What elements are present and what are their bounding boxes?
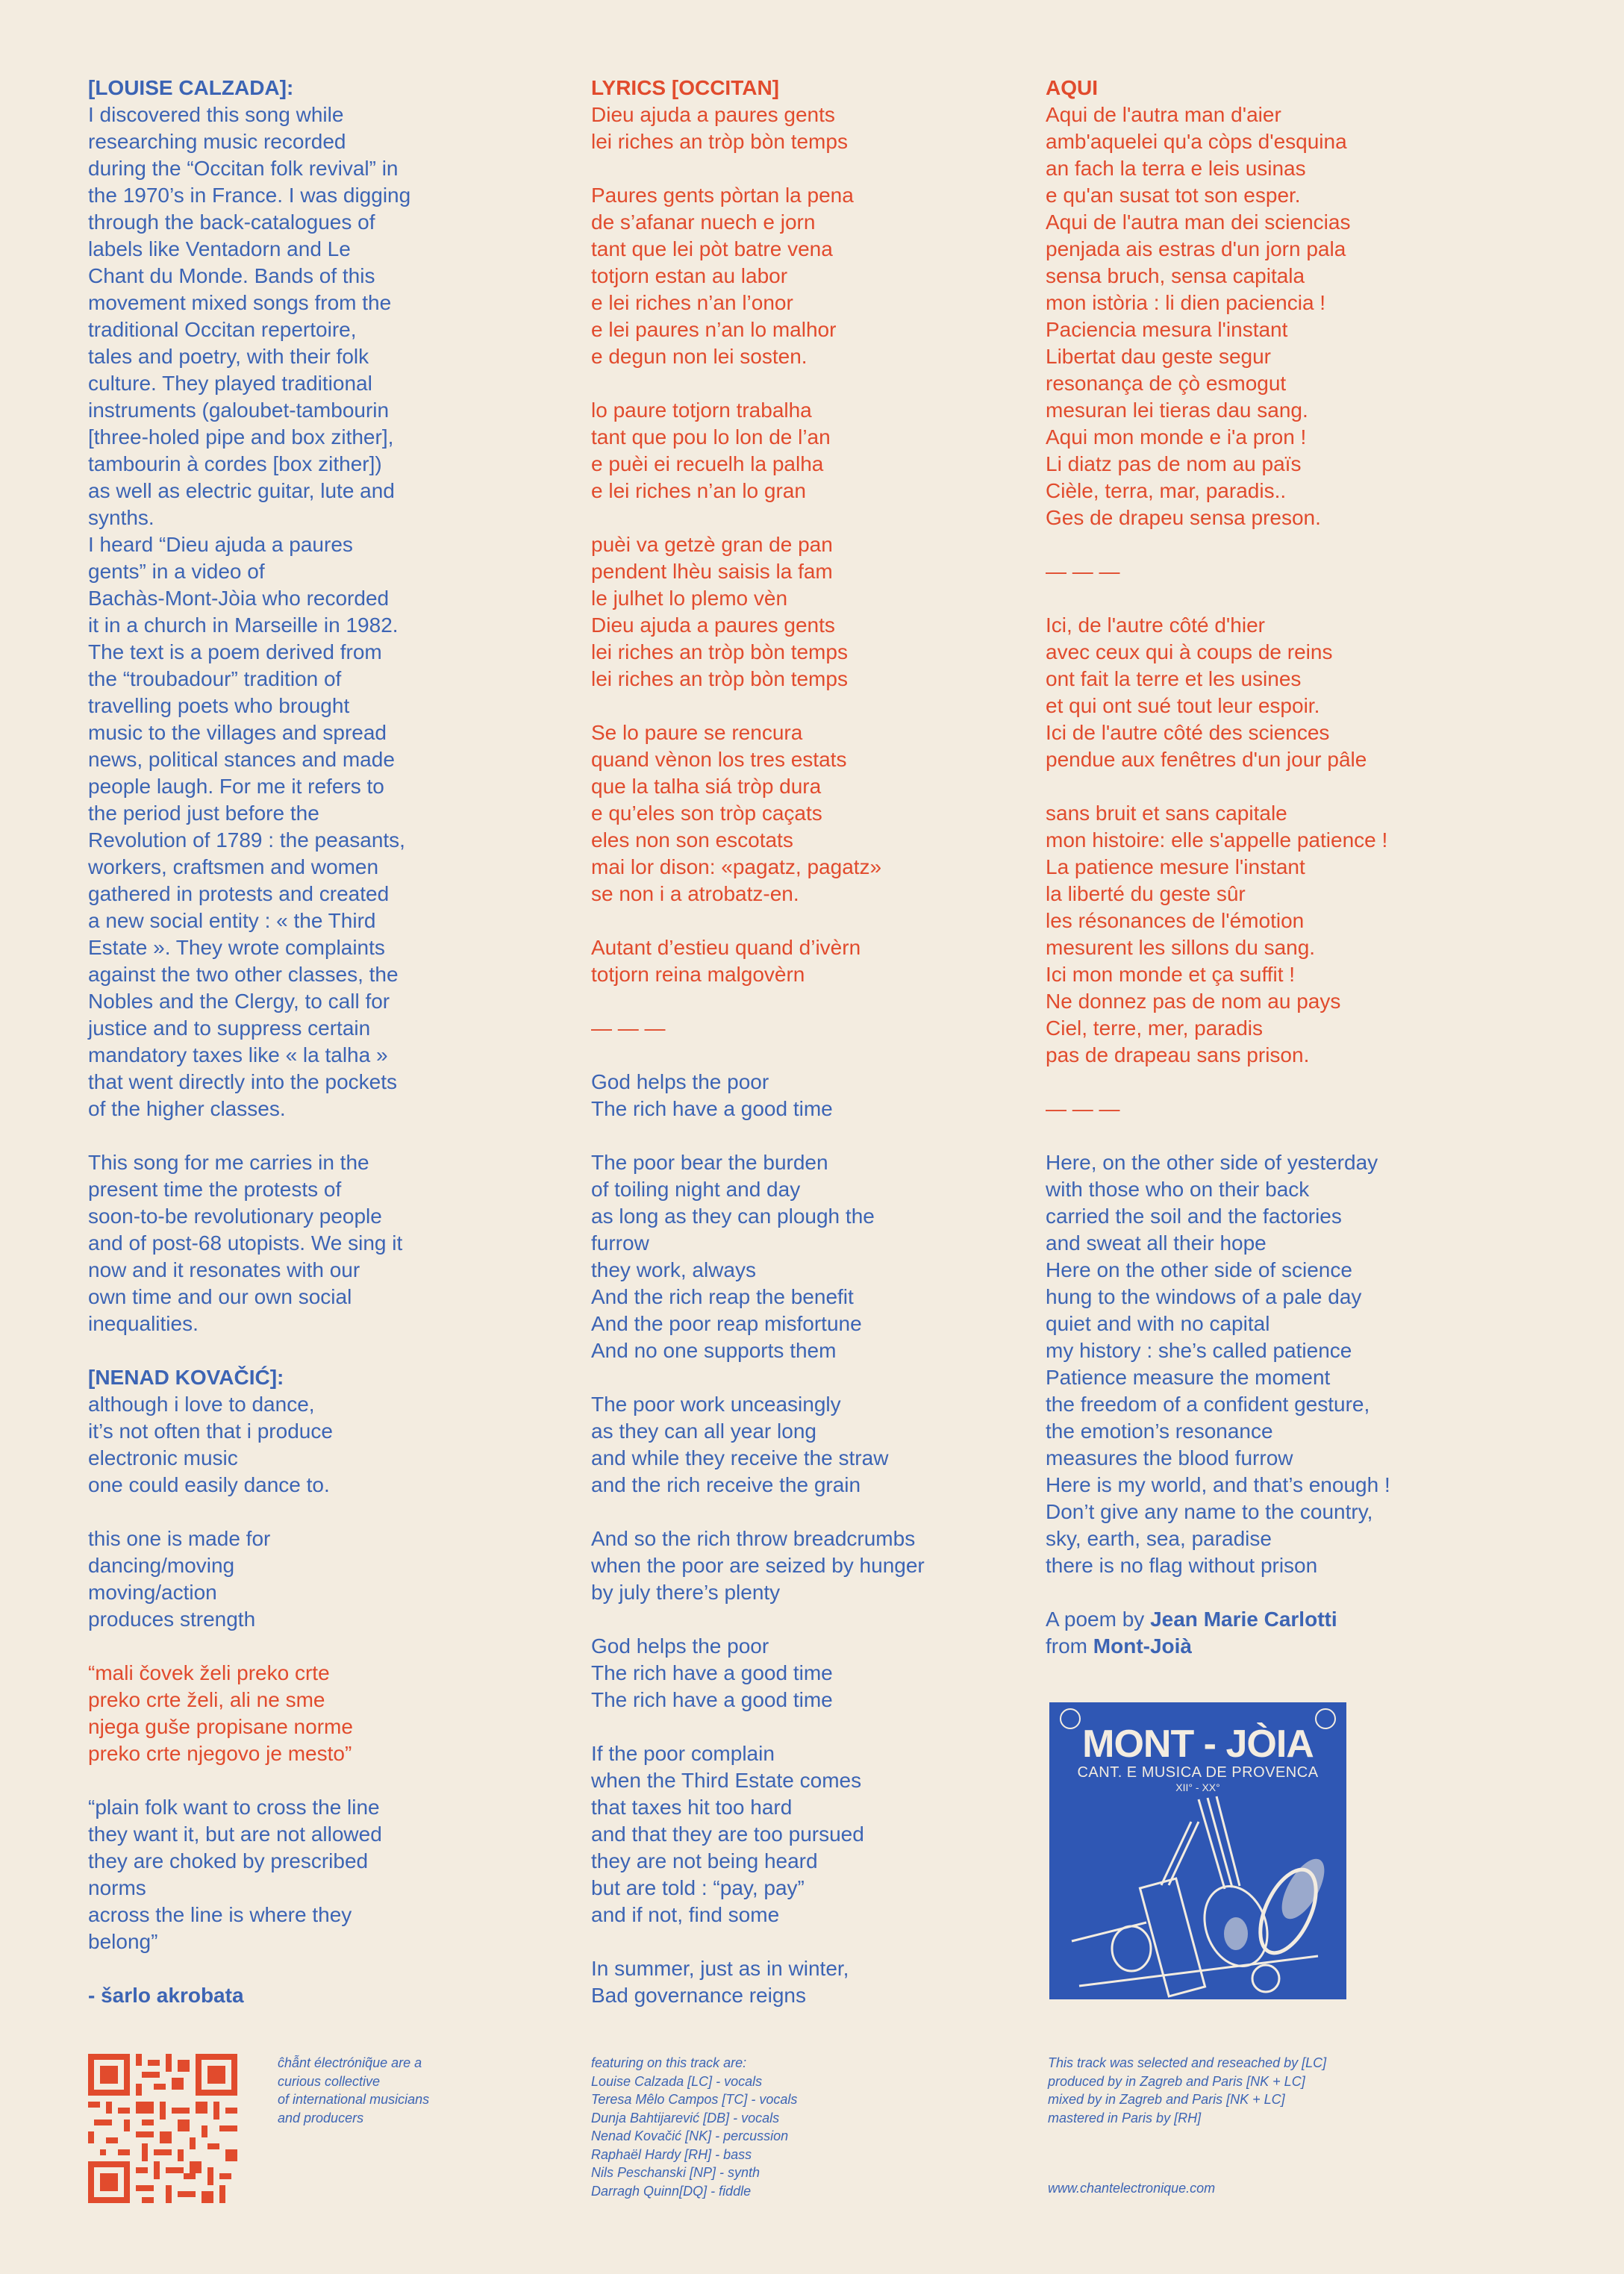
album-title: MONT - JÒIA xyxy=(1082,1722,1314,1766)
featuring-credits: featuring on this track are: Louise Calzada [LC] - vocals Teresa Mêlo Campos [TC] - vocals Dunja Bahtijarević [DB] - vocals Nenad Kovačić [NK] - percussion Raphaël Hardy [RH] - bass Nils Peschanski [NP] - synth Darragh Quinn[DQ] - fiddle xyxy=(591,2055,798,2199)
collective-description: ĉhẫnt électróniq̃ue are a curious collective of international musicians and producers xyxy=(278,2055,430,2125)
instruments-illustration xyxy=(1049,1792,1346,1999)
statement-column xyxy=(88,75,439,2009)
poem-source: Mont-Joià xyxy=(1093,1634,1192,1658)
lyrics-stanza: Autant d’estieu quand d’ivèrn totjorn reina malgovèrn xyxy=(591,936,861,986)
quote-original: “mali čovek želi preko crte preko crte želi, ali ne sme njega guše propisane norme preko crte njegovo je mesto” xyxy=(88,1661,353,1765)
poem-source-prefix: from xyxy=(1046,1634,1093,1658)
translation-stanza: God helps the poor The rich have a good time The rich have a good time xyxy=(591,1634,833,1711)
translation-stanza: And so the rich throw breadcrumbs when the poor are seized by hunger by july there’s plenty xyxy=(591,1527,925,1604)
poem-credit xyxy=(1046,1606,1449,1633)
section-heading-louise: [LOUISE CALZADA]: xyxy=(88,76,294,99)
lyrics-stanza: puèi va getzè gran de pan pendent lhèu saisis la fam le julhet lo plemo vèn Dieu ajuda a paures gents lei riches an tròp bòn temps lei riches an tròp bòn temps xyxy=(591,533,848,690)
quote-attribution: - šarlo akrobata xyxy=(88,1984,244,2007)
lyrics-stanza: Se lo paure se rencura quand vènon los tres estats que la talha siá tròp dura e qu’eles son tròp caçats eles non son escotats mai lor dison: «pagatz, pagatz» se non i a atrobatz-en. xyxy=(591,721,882,905)
poem-french-1: Ici, de l'autre côté d'hier avec ceux qui à coups de reins ont fait la terre et les usines et qui ont sué tout leur espoir. Ici de l'autre côté des sciences pendue aux fenêtres d'un jour pâle xyxy=(1046,613,1367,771)
website-link[interactable]: www.chantelectronique.com xyxy=(1048,2181,1216,2196)
nenad-statement: although i love to dance, it’s not often that i produce electronic music one could easily dance to. xyxy=(88,1393,333,1496)
divider: — — — xyxy=(591,1016,666,1040)
translation-stanza: The poor work unceasingly as they can all year long and while they receive the straw and the rich receive the grain xyxy=(591,1393,889,1496)
qr-code[interactable] xyxy=(88,2054,237,2203)
lyrics-stanza: Dieu ajuda a paures gents lei riches an tròp bòn temps xyxy=(591,103,848,153)
poem-source-line xyxy=(1046,1633,1449,1660)
album-subtitle: CANT. E MUSICA DE PROVENCA xyxy=(1077,1764,1319,1781)
translation-stanza: God helps the poor The rich have a good time xyxy=(591,1070,833,1120)
album-cover xyxy=(1049,1702,1346,1999)
louise-statement: I discovered this song while researching music recorded during the “Occitan folk revival” in the 1970’s in France. I was digging through the back-catalogues of labels like Ventadorn and Le Chant du Monde. Bands of this movement mixed songs from the traditional Occitan repertoire, tales and poetry, with their folk culture. They played traditional instruments (galoubet-tambourin [three-holed pipe and box zither], tambourin à cordes [box zither]) as well as electric guitar, lute and synths. I heard “Dieu ajuda a paures gents” in a video of Bachàs-Mont-Jòia who recorded it in a church in Marseille in 1982. The text is a poem derived from the “troubadour” tradition of travelling poets who brought music to the villages and spread news, political stances and made people laugh. For me it refers to the period just before the Revolution of 1789 : the peasants, workers, craftsmen and women gathered in protests and created a new social entity : « the Third Estate ». They wrote complaints against the two other classes, the Nobles and the Clergy, to call for justice and to suppress certain mandatory taxes like « la talha » that went directly into the pockets of the higher classes. xyxy=(88,103,411,1120)
translation-stanza: In summer, just as in winter, Bad governance reigns xyxy=(591,1957,849,2007)
translation-stanza: If the poor complain when the Third Estate comes that taxes hit too hard and that they are too pursued they are not being heard but are told : “pay, pay” and if not, find some xyxy=(591,1742,864,1926)
lyrics-heading: LYRICS [OCCITAN] xyxy=(591,76,779,99)
nenad-statement-2: this one is made for dancing/moving moving/action produces strength xyxy=(88,1527,271,1631)
poem-author: Jean Marie Carlotti xyxy=(1150,1608,1337,1631)
lyrics-column xyxy=(591,75,942,2009)
translation-stanza: The poor bear the burden of toiling night and day as long as they can plough the furrow they work, always And the rich reap the benefit And the poor reap misfortune And no one supports them xyxy=(591,1151,875,1362)
divider: — — — xyxy=(1046,1097,1120,1120)
louise-statement-closing: This song for me carries in the present time the protests of soon-to-be revolutionary people and of post-68 utopists. We sing it now and it resonates with our own time and our own social inequalities. xyxy=(88,1151,403,1335)
lyrics-stanza: Paures gents pòrtan la pena de s’afanar nuech e jorn tant que lei pòt batre vena totjorn estan au labor e lei riches n’an l’onor e lei paures n’an lo malhor e degun non lei sosten. xyxy=(591,184,854,368)
lyrics-stanza: lo paure totjorn trabalha tant que pou lo lon de l’an e puèi ei recuelh la palha e lei riches n’an lo gran xyxy=(591,399,831,502)
poem-occitan: Aqui de l'autra man d'aier amb'aquelei qu'a còps d'esquina an fach la terra e leis usinas e qu'an susat tot son esper. Aqui de l'autra man dei sciencias penjada ais estras d'un jorn pala sensa bruch, sensa capitala mon istòria : li dien paciencia ! Paciencia mesura l'instant Libertat dau geste segur resonança de çò esmogut mesuran lei tieras dau sang. Aqui mon monde e i'a pron ! Li diatz pas de nom au païs Cièle, terra, mar, paradis.. Ges de drapeu sensa preson. xyxy=(1046,103,1351,529)
divider: — — — xyxy=(1046,560,1120,583)
production-credits: This track was selected and reseached by [LC] produced by in Zagreb and Paris [NK + LC] mixed by in Zagreb and Paris [NK + LC] mastered in Paris by [RH] xyxy=(1048,2055,1327,2125)
poem-credit-prefix: A poem by xyxy=(1046,1608,1151,1631)
section-heading-nenad: [NENAD KOVAČIĆ]: xyxy=(88,1366,284,1389)
poem-heading: AQUI xyxy=(1046,76,1098,99)
poem-english: Here, on the other side of yesterday with those who on their back carried the soil and the factories and sweat all their hope Here on the other side of science hung to the windows of a pale day quiet and with no capital my history : she’s called patience Patience measure the moment the freedom of a confident gesture, the emotion’s resonance measures the blood furrow Here is my world, and that’s enough ! Don’t give any name to the country, sky, earth, sea, paradise there is no flag without prison xyxy=(1046,1151,1390,1577)
poem-french-2: sans bruit et sans capitale mon histoire: elle s'appelle patience ! La patience mesure l'instant la liberté du geste sûr les résonances de l'émotion mesurent les sillons du sang. Ici mon monde et ça suffit ! Ne donnez pas de nom au pays Ciel, terre, mer, paradis pas de drapeau sans prison. xyxy=(1046,802,1388,1066)
poem-column xyxy=(1046,75,1449,1660)
quote-translation: “plain folk want to cross the line they want it, but are not allowed they are choked by prescribed norms across the line is where they belong” xyxy=(88,1796,382,1953)
album-subtitle-centuries: XII° - XX° xyxy=(1175,1781,1220,1793)
